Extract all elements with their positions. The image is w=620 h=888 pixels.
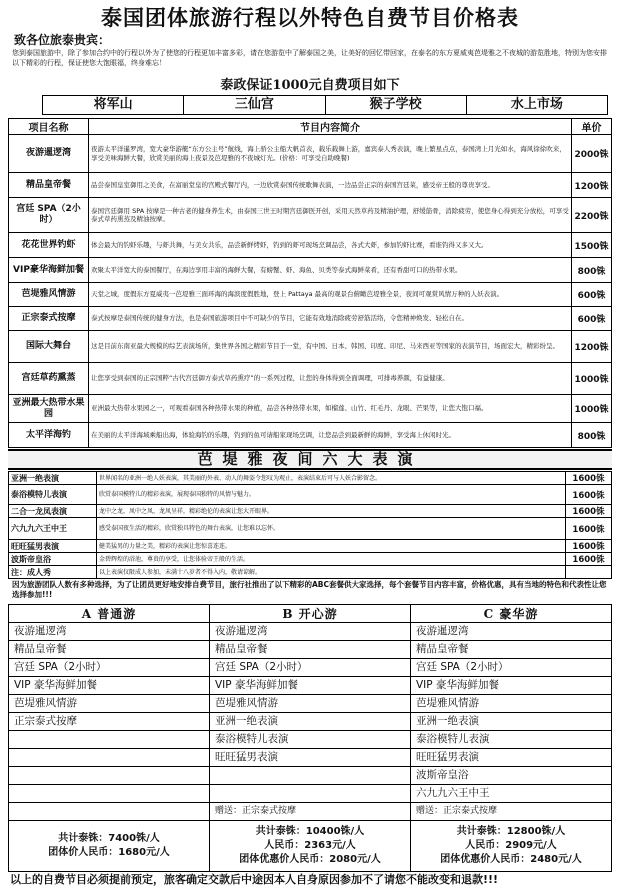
show-desc: 世界闻名的亚洲一绝人妖表演，其美丽的外表、动人的舞姿令您叹为观止，表演结束后可与人妖合影留念。 (97, 472, 566, 485)
package-b-item: 旺旺猛男表演 (210, 749, 411, 767)
package-c-item: 夜游暹逻湾 (411, 623, 612, 641)
show-price: 1600铢 (566, 518, 612, 540)
package-a-item: VIP 豪华海鲜加餐 (9, 677, 210, 695)
show-desc: 龙中之龙，凤中之凤，龙凤呈祥，精彩绝伦的表演让您大开眼界。 (97, 505, 566, 518)
package-b-header: B 开心游 (210, 605, 411, 623)
package-c-item: 芭堤雅风情游 (411, 695, 612, 713)
item-name: 夜游暹逻湾 (9, 135, 89, 173)
show-name: 六九九六王中王 (9, 518, 97, 540)
table-row (9, 713, 612, 731)
package-c-item: 精品皇帝餐 (411, 641, 612, 659)
table-row (9, 331, 612, 363)
table-row (9, 695, 612, 713)
item-price: 600铢 (572, 307, 612, 331)
item-desc: 亚洲最大热带水果园之一，可观看泰国各种热带水果的种植，品尝各种热带水果，如榴莲、山竹、红毛丹、龙眼、芒果等，让您大饱口福。 (89, 395, 572, 423)
show-desc: 金碧辉煌的浴池，尊贵的享受，让您体验帝王般的生活。 (97, 553, 566, 566)
package-b-item: 亚洲一绝表演 (210, 713, 411, 731)
table-row (9, 659, 612, 677)
header-name: 项目名称 (9, 119, 89, 135)
package-c-item: 亚洲一绝表演 (411, 713, 612, 731)
item-name: 亚洲最大热带水果园 (9, 395, 89, 423)
item-price: 1000铢 (572, 363, 612, 395)
table-row (9, 283, 612, 307)
table-row (9, 472, 612, 485)
item-name: 精品皇帝餐 (9, 173, 89, 198)
table-row (9, 677, 612, 695)
table-row (9, 785, 612, 803)
item-price: 2200铢 (572, 198, 612, 233)
table-row (9, 623, 612, 641)
item-desc: 夜游太平洋暹罗湾，宽大豪华游艇“东方公主号”航线，海上骄公主船大帆首表，载乐载舞上游，嘉宾泰人秀表演，晚上繁星点点，泰国湾上月光如水，海风徐徐吹来，享受美味海鲜大餐，欣赏美丽的海上夜景及芭堤雅的不夜城灯光。(价格：可享受自助晚餐) (89, 135, 572, 173)
package-c-total-group: 团体优惠价人民币：2480元/人 (440, 854, 582, 865)
show-name: 亚洲一绝表演 (9, 472, 97, 485)
spot-item: 水上市场 (510, 97, 563, 112)
spot-item: 将军山 (43, 96, 184, 114)
package-a-empty (9, 803, 210, 821)
package-a-item: 宫廷 SPA（2小时） (9, 659, 210, 677)
show-price: 1600铢 (566, 485, 612, 505)
package-b-item: 泰浴模特儿表演 (210, 731, 411, 749)
package-c-item: 六九九六王中王 (411, 785, 612, 803)
header-price: 单价 (572, 119, 612, 135)
package-b-total (210, 821, 411, 872)
item-name: 芭堤雅风情游 (9, 283, 89, 307)
page-title: 泰国团体旅游行程以外特色自费节目价格表 (101, 5, 519, 30)
item-price: 800铢 (572, 423, 612, 448)
spot-item: 三仙宫 (184, 96, 325, 114)
package-a-item: 夜游暹逻湾 (9, 623, 210, 641)
table-row (9, 505, 612, 518)
package-c-item: 旺旺猛男表演 (411, 749, 612, 767)
package-b-item: VIP 豪华海鲜加餐 (210, 677, 411, 695)
package-a-total (9, 821, 210, 872)
package-a-empty (9, 785, 210, 803)
table-row (9, 423, 612, 448)
table-row (9, 258, 612, 283)
package-b-item: 芭堤雅风情游 (210, 695, 411, 713)
package-c-item: VIP 豪华海鲜加餐 (411, 677, 612, 695)
package-c-item: 波斯帝皇浴 (411, 767, 612, 785)
spot-item: 猴子学校 (326, 96, 467, 114)
package-b-item: 精品皇帝餐 (210, 641, 411, 659)
show-desc: 以上表演仅限成人参加，未满十八岁者不得入内，敬请谅解。 (97, 566, 566, 579)
item-name: VIP豪华海鲜加餐 (9, 258, 89, 283)
optional-items-table (8, 118, 612, 448)
packages-table (8, 604, 612, 872)
item-desc: 在美丽的太平洋海域乘船出海，体验海钓的乐趣，钓到的鱼可请船家现场烹调，让您品尝到最新鲜的海鲜，享受海上休闲时光。 (89, 423, 572, 448)
package-c-total (411, 821, 612, 872)
header-desc: 节目内容简介 (89, 119, 572, 135)
show-price: 1600铢 (566, 505, 612, 518)
table-row (9, 749, 612, 767)
package-a-item: 芭堤雅风情游 (9, 695, 210, 713)
package-c-total-cny: 人民币：2909元/人 (465, 840, 557, 851)
night-shows-table (8, 471, 612, 579)
table-row (9, 173, 612, 198)
show-name: 旺旺猛男表演 (9, 540, 97, 553)
table-row (9, 731, 612, 749)
table-row (9, 518, 612, 540)
package-a-total-cny: 团体价人民币：1680元/人 (48, 847, 170, 858)
package-a-empty (9, 749, 210, 767)
item-desc: 品尝泰国皇室御用之美食，在富丽堂皇的宫殿式餐厅内，一边欣赏泰国传统歌舞表演，一边品尝正宗的泰国宫廷菜，感受帝王般的尊贵享受。 (89, 173, 572, 198)
night-shows-banner: 芭堤雅夜间六大表演 (8, 449, 612, 470)
intro-paragraph: 您到泰国旅游中，除了参加合约中的行程以外为了使您的行程更加丰富多彩，请在您游览中了解泰国之美，让美好的回忆带回家，在泰名的东方夏威夷芭堤雅之不夜城的游览胜地，特别为您安排以下精彩的行程，保证使您大饱眼福，终身难忘！ (12, 49, 607, 67)
show-price: 1600铢 (566, 472, 612, 485)
package-b-empty (210, 767, 411, 785)
item-price: 1200铢 (572, 173, 612, 198)
greeting: 致各位旅泰贵宾： (14, 33, 111, 47)
package-a-item: 精品皇帝餐 (9, 641, 210, 659)
show-desc: 感受泰国夜生活的精彩，欣赏独具特色的舞台表演，让您难以忘怀。 (97, 518, 566, 540)
show-name: 注：成人秀 (9, 566, 97, 579)
show-name: 波斯帝皇浴 (9, 553, 97, 566)
show-price: 1600铢 (566, 540, 612, 553)
item-price: 1000铢 (572, 395, 612, 423)
item-name: 国际大舞台 (9, 331, 89, 363)
table-row (9, 485, 612, 505)
table-row (9, 135, 612, 173)
footer-notice: 以上的自费节目必须提前预定，旅客确定交款后中途因本人自身原因参加不了请您不能改变和退款!!! (10, 873, 499, 886)
item-price: 1500铢 (572, 233, 612, 258)
table-row (9, 198, 612, 233)
item-desc: 泰国宫廷御用 SPA 按摩是一种古老的健身养生术，由泰国三世王时期宫廷御医开创，采用天然草药及精油护理，舒缓筋骨，消除疲劳，使您身心得到充分放松，可享受泰式草药熏蒸及精油按摩。 (89, 198, 572, 233)
package-c-gift: 赠送：正宗泰式按摩 (411, 803, 612, 821)
package-c-header: C 豪华游 (411, 605, 612, 623)
table-row (9, 803, 612, 821)
package-b-empty (210, 785, 411, 803)
package-b-total-cny: 人民币：2363元/人 (264, 840, 356, 851)
package-a-item: 正宗泰式按摩 (9, 713, 210, 731)
item-name: 花花世界钓虾 (9, 233, 89, 258)
price-sheet (8, 3, 612, 886)
item-desc: 体会最大的钓虾乐趣，与虾共舞，与美女共乐，品尝新鲜烤虾，钓到的虾可现场烹调品尝，各式大虾，参加钓虾比赛，看谁钓得又多又大。 (89, 233, 572, 258)
show-desc: 欣赏泰国模特儿的精彩表演，展现泰国独特的风情与魅力。 (97, 485, 566, 505)
item-desc: 欢聚太平洋宽大的泰国餐厅，在海边享用丰富的海鲜大餐，有螃蟹、虾、海鱼、贝类等泰式海鲜菜肴，还有香甜可口的热带水果。 (89, 258, 572, 283)
item-desc: 这是目前东南亚最大规模的综艺表演场所，集世界各国之精彩节目于一堂，有中国、日本、韩国、印度、印尼、马来西亚等国家的表演节目，场面宏大，精彩纷呈。 (89, 331, 572, 363)
included-spots (42, 95, 608, 115)
show-price: 1600铢 (566, 553, 612, 566)
show-name: 泰浴模特儿表演 (9, 485, 97, 505)
package-a-empty (9, 731, 210, 749)
item-name: 宫廷草药熏蒸 (9, 363, 89, 395)
table-row (9, 307, 612, 331)
package-a-total-thb: 共计泰铢：7400铢/人 (58, 833, 160, 844)
package-a-header: A 普通游 (9, 605, 210, 623)
package-b-gift: 赠送：正宗泰式按摩 (210, 803, 411, 821)
table-row (9, 767, 612, 785)
show-price (566, 566, 612, 579)
table-row (9, 566, 612, 579)
item-name: 正宗泰式按摩 (9, 307, 89, 331)
table-row (9, 540, 612, 553)
item-price: 2000铢 (572, 135, 612, 173)
package-a-empty (9, 767, 210, 785)
package-c-total-thb: 共计泰铢：12800铢/人 (456, 826, 566, 837)
package-b-item: 宫廷 SPA（2小时） (210, 659, 411, 677)
table-row (9, 821, 612, 872)
guarantee-banner: 泰政保证1000元自费项目如下 (220, 78, 400, 93)
item-desc: 天堂之城，度假东方夏威夷一芭堤雅三面环海的海滨度假胜地，登上 Pattaya 最高的观景台俯瞰芭堤雅全景，夜间可观赏风情万种的人妖表演。 (89, 283, 572, 307)
package-b-total-thb: 共计泰铢：10400铢/人 (255, 826, 365, 837)
item-price: 1200铢 (572, 331, 612, 363)
item-price: 800铢 (572, 258, 612, 283)
item-name: 宫廷 SPA（2小时） (9, 198, 89, 233)
package-note: 因为旅游团队人数有多种选择，为了让团员更好地安排自费节目，旅行社推出了以下精彩的ABC套餐供大家选择，每个套餐节目内容丰富，价格优惠，具有当地的特色和代表性让您选择参加!!! (12, 580, 607, 599)
table-row (9, 395, 612, 423)
table-row (9, 363, 612, 395)
show-name: 二合一龙凤表演 (9, 505, 97, 518)
package-c-item: 泰浴模特儿表演 (411, 731, 612, 749)
package-b-total-group: 团体优惠价人民币：2080元/人 (239, 854, 381, 865)
item-desc: 泰式按摩是泰国传统的健身方法，也是泰国旅游项目中不可缺少的节目，它能有效地消除疲劳舒筋活络，令您精神焕发、轻松自在。 (89, 307, 572, 331)
show-desc: 健美猛男的力量之美，精彩的表演让您惊喜连连。 (97, 540, 566, 553)
item-desc: 让您享受到泰国的正宗国粹“古代宫廷御方泰式草药熏疗”的一系列过程，让您的身体得到全面调理，可排毒养颜，有益健康。 (89, 363, 572, 395)
item-name: 太平洋海钓 (9, 423, 89, 448)
table-row (9, 553, 612, 566)
item-price: 600铢 (572, 283, 612, 307)
package-c-item: 宫廷 SPA（2小时） (411, 659, 612, 677)
package-b-item: 夜游暹逻湾 (210, 623, 411, 641)
table-row (9, 641, 612, 659)
table-row (9, 233, 612, 258)
